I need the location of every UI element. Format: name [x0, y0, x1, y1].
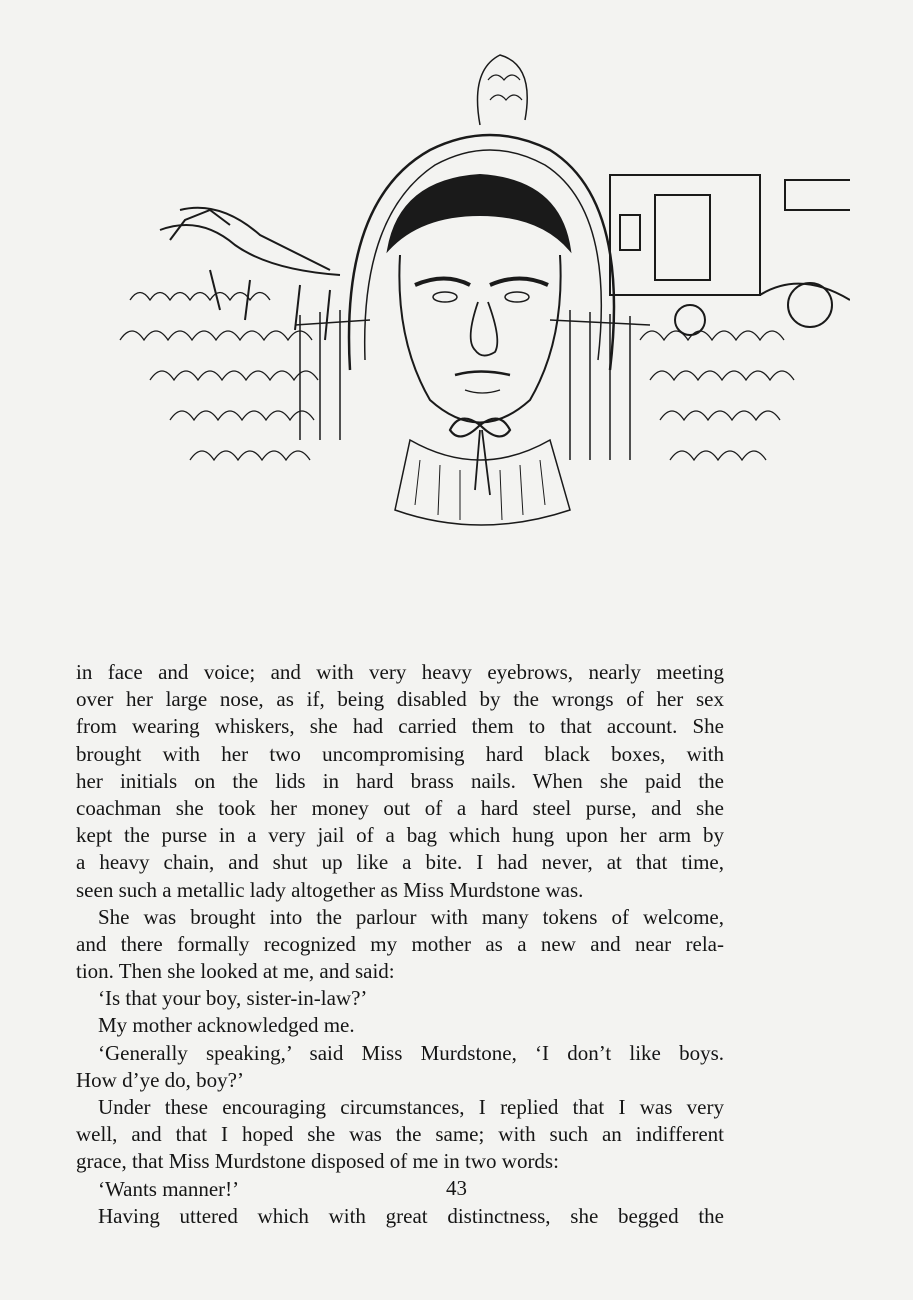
text-line: Under these encouraging circumstances, I replied that I was very: [98, 1095, 724, 1119]
carriage-drawing: [610, 175, 850, 335]
text-line: her initials on the lids in hard brass nails. When she paid the: [76, 768, 724, 793]
text-line: a heavy chain, and shut up like a bite. I had never, at that time,: [76, 850, 724, 875]
text-line: from wearing whiskers, she had carried them to that account. She: [76, 714, 724, 739]
text-line: ‘Is that your boy, sister-in-law?’: [98, 986, 368, 1011]
text-line: over her large nose, as if, being disabled by the wrongs of her sex: [76, 687, 724, 712]
text-line: in face and voice; and with very heavy eyebrows, nearly meeting: [76, 660, 724, 684]
text-line: ‘Wants manner!’: [98, 1176, 240, 1201]
text-line: ‘Generally speaking,’ said Miss Murdstone, ‘I don’t like boys.: [98, 1040, 724, 1065]
text-line: tion. Then she looked at me, and said:: [76, 959, 395, 984]
horses-drawing: [160, 208, 340, 340]
face-drawing: [399, 255, 560, 423]
hair-drawing: [388, 175, 570, 250]
body-text: [76, 659, 724, 1230]
page-number: 43: [446, 1176, 467, 1200]
text-line: brought with her two uncompromising hard black boxes, with: [76, 741, 724, 766]
text-line: kept the purse in a very jail of a bag which hung upon her arm by: [76, 823, 724, 848]
text-line: grace, that Miss Murdstone disposed of me in two words:: [76, 1149, 559, 1174]
text-line: She was brought into the parlour with many tokens of welcome,: [98, 904, 724, 929]
text-line: seen such a metallic lady altogether as Miss Murdstone was.: [76, 877, 584, 902]
text-line: coachman she took her money out of a hard steel purse, and she: [76, 795, 724, 820]
illustration-miss-murdstone: [70, 40, 850, 540]
text-line: and there formally recognized my mother as a new and near rela-: [76, 931, 724, 956]
bow-and-collar-drawing: [395, 419, 570, 525]
text-line: My mother acknowledged me.: [98, 1013, 355, 1038]
text-line: Having uttered which with great distinctness, she begged the: [98, 1203, 724, 1228]
text-line: How d’ye do, boy?’: [76, 1067, 244, 1092]
text-line: well, and that I hoped she was the same; with such an indifferent: [76, 1122, 724, 1147]
